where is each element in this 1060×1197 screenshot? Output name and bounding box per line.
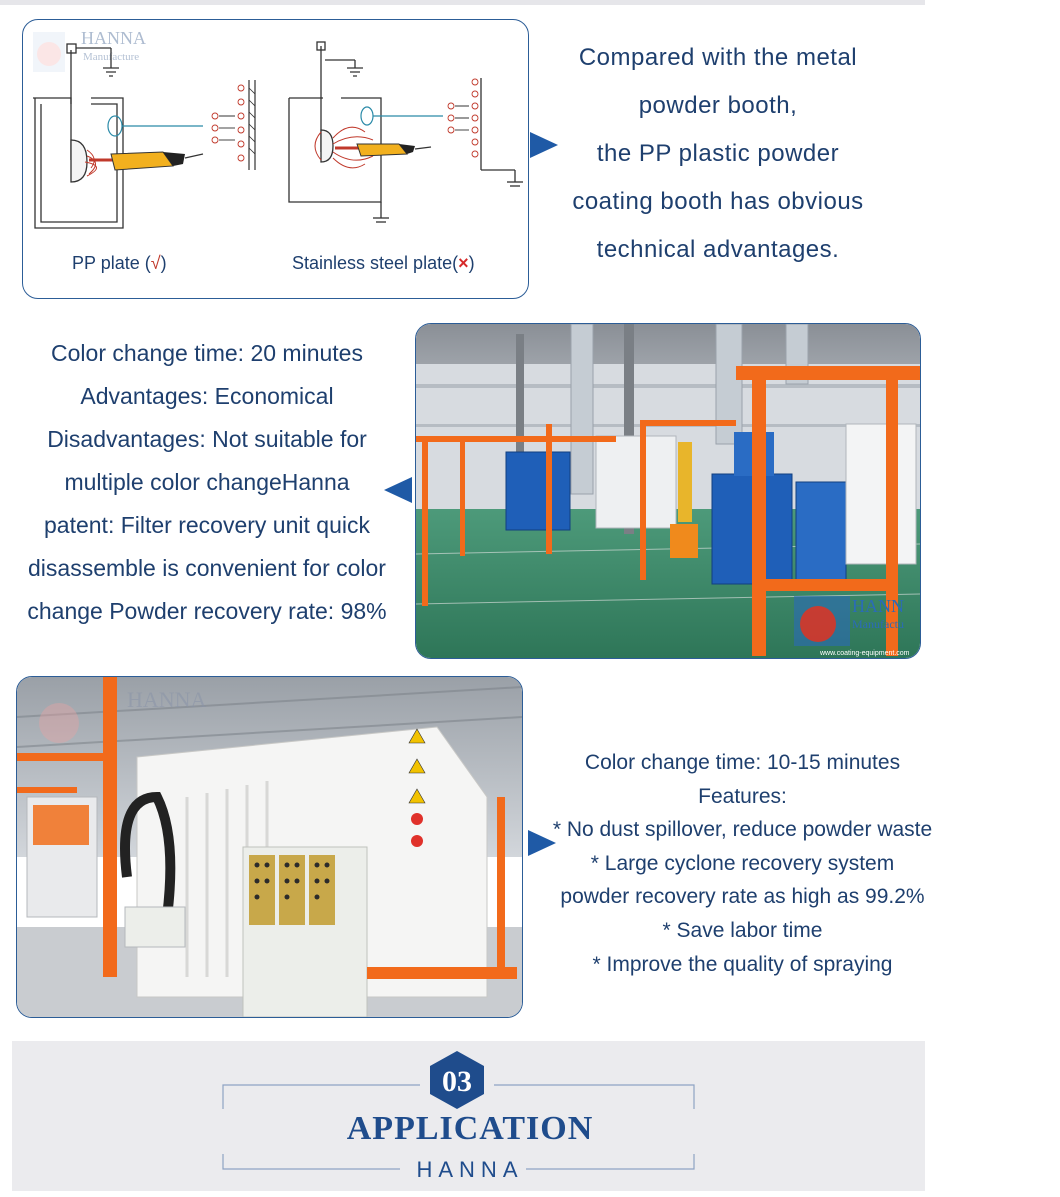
section2-line: disassemble is convenient for color [28, 555, 386, 581]
arrow-right-icon [530, 132, 558, 158]
steel-caption-close: ) [468, 253, 475, 273]
section3-line: * Large cyclone recovery system [590, 851, 895, 875]
photo2-logo-brand: HANNA [127, 687, 207, 712]
pp-spray-gun [89, 152, 203, 170]
section2-line: multiple color changeHanna [64, 469, 350, 495]
section3-line: Features: [698, 784, 787, 808]
steel-charges [448, 79, 478, 157]
application-title: APPLICATION [346, 1110, 594, 1147]
pp-caption-close: ) [160, 253, 167, 273]
photo-logo-brand: HANN [852, 596, 904, 616]
logo-sub-text: Manufacture [83, 51, 140, 63]
photo-logo-url: www.coating-equipment.com [820, 650, 910, 657]
section2-line: Advantages: Economical [80, 383, 334, 409]
photo-logo-watermark-2 [39, 703, 79, 743]
factory-photo-illustration [416, 324, 920, 658]
section3-line: powder recovery rate as high as 99.2% [560, 885, 925, 909]
cross-mark-icon: × [458, 253, 469, 273]
pp-charge-indicator [108, 116, 203, 136]
section1-line: the PP plastic powder [596, 140, 840, 167]
section2-description [12, 332, 402, 633]
top-divider [0, 0, 925, 5]
hanna-logo-watermark [33, 32, 65, 72]
arrow-left-icon [384, 477, 412, 503]
section1-line: technical advantages. [596, 236, 840, 263]
section3-line: * Improve the quality of spraying [592, 952, 893, 976]
cyclone-booth-photo [16, 676, 523, 1018]
section1-line: Compared with the metal [578, 44, 858, 71]
logo-brand-text: HANNA [81, 28, 146, 48]
photo-logo-sub: Manufactu [852, 617, 904, 631]
section3-line: * No dust spillover, reduce powder waste [552, 818, 933, 842]
section3-line: Color change time: 10-15 minutes [584, 751, 901, 774]
pp-plate-caption [72, 253, 167, 274]
steel-charge-wall [481, 78, 523, 186]
application-subtitle: HANNA [416, 1157, 524, 1182]
photo-logo-watermark [794, 596, 850, 646]
section-number: 03 [442, 1065, 472, 1098]
pp-caption-text: PP plate ( [72, 253, 151, 273]
section1-line: coating booth has obvious [572, 188, 864, 215]
check-mark-icon: √ [150, 253, 161, 273]
section3-description [540, 746, 945, 981]
pp-charge-wall [249, 80, 255, 170]
steel-spray-gun [335, 144, 431, 156]
steel-charge-indicator [361, 107, 443, 125]
section2-line: Color change time: 20 minutes [51, 340, 363, 366]
filter-booth-photo [415, 323, 921, 659]
steel-plate-caption [292, 253, 475, 274]
steel-caption-text: Stainless steel plate( [292, 253, 459, 273]
section-number-badge-icon [428, 1050, 486, 1110]
section2-line: Disadvantages: Not suitable for [47, 426, 367, 452]
pp-charges [212, 85, 244, 161]
factory-photo-illustration-2 [17, 677, 522, 1017]
section3-line: * Save labor time [662, 918, 823, 942]
section1-line: powder booth, [638, 92, 798, 119]
section1-description [558, 34, 878, 274]
section2-line: change Powder recovery rate: 98% [27, 598, 387, 624]
section2-line: patent: Filter recovery unit quick [44, 512, 370, 538]
